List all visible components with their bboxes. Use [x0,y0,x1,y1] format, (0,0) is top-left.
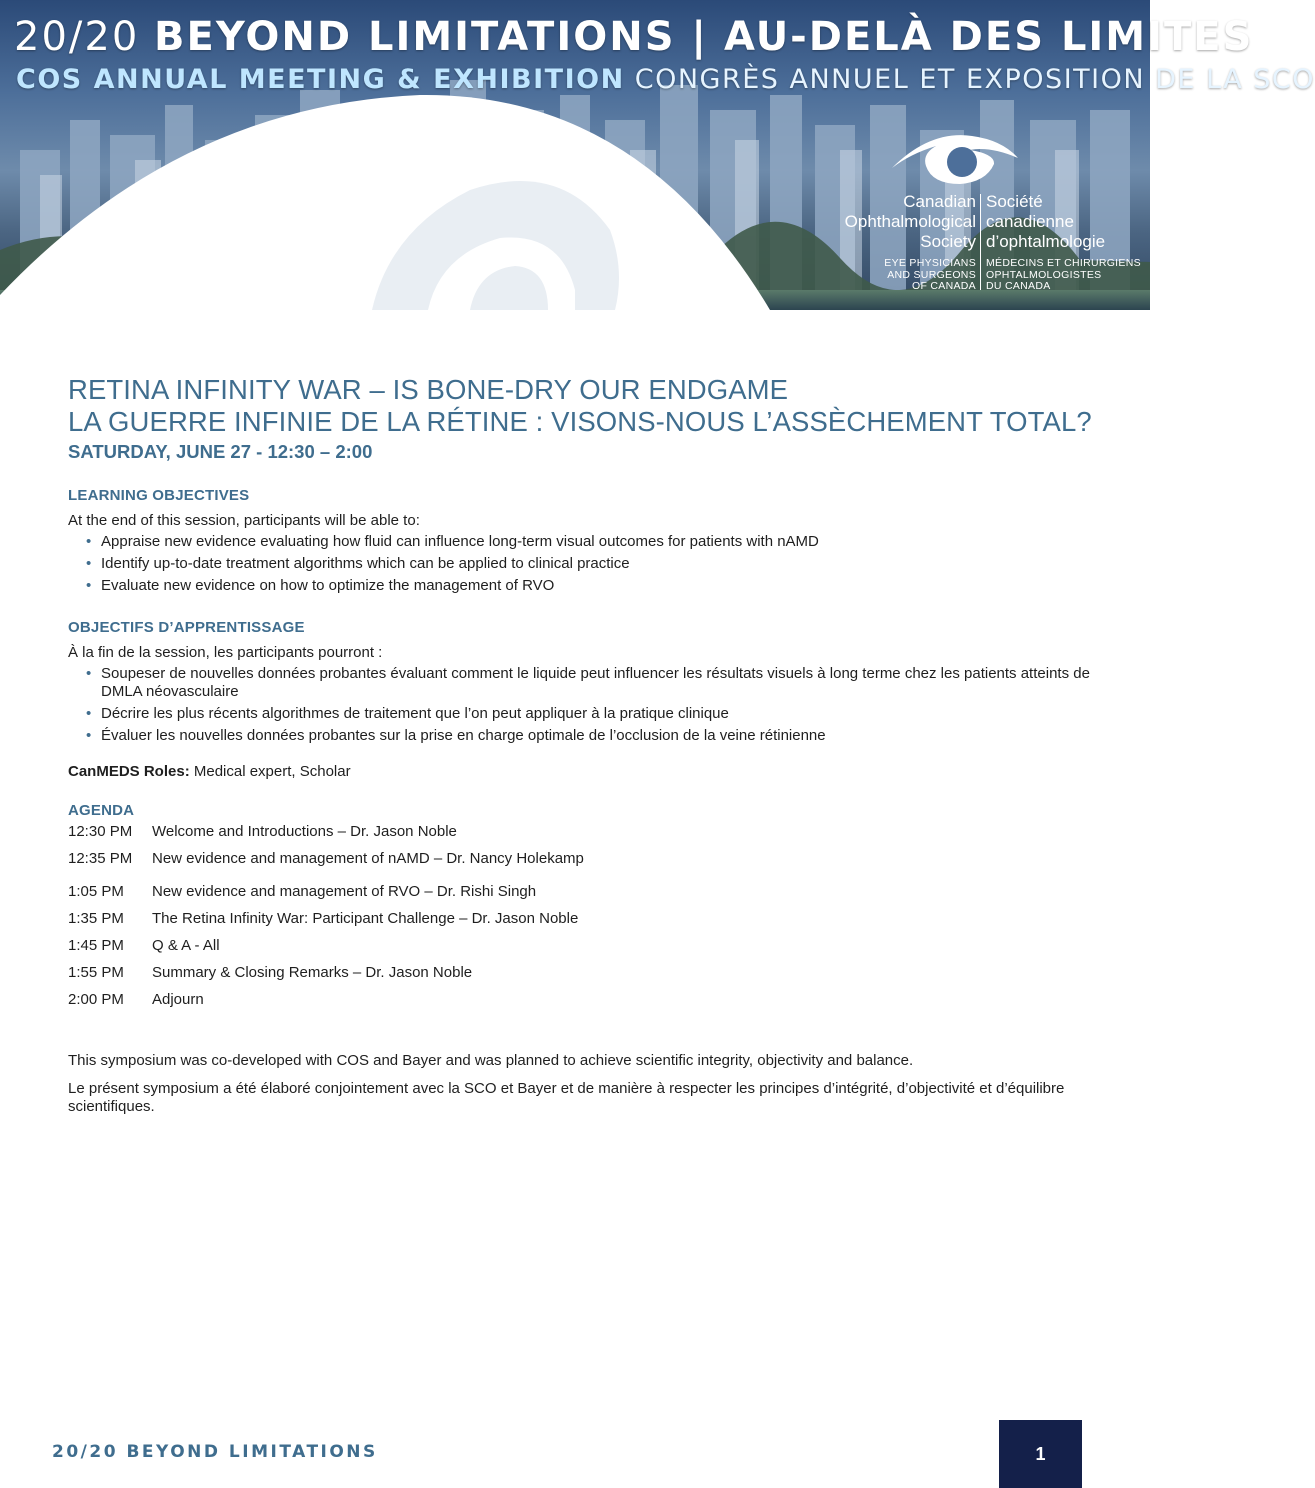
logo-divider [980,194,981,290]
org-tagline-en-line: EYE PHYSICIANS [884,257,976,269]
agenda-item: New evidence and management of nAMD – Dr. Nancy Holekamp [152,850,584,867]
agenda-row [68,850,1098,883]
objectives-en-heading: LEARNING OBJECTIVES [68,487,250,504]
list-item [86,533,1098,551]
org-name-fr-line: Société [986,192,1043,211]
bullet-icon: • [86,665,92,682]
agenda-item: New evidence and management of RVO – Dr. Rishi Singh [152,883,537,900]
agenda-row [68,991,1098,1018]
banner-subtitle-fr: CONGRÈS ANNUEL ET EXPOSITION DE LA SCO [624,64,1315,95]
objectives-en-list [68,533,1098,595]
list-item-text: Identify up-to-date treatment algorithms which can be applied to clinical practice [101,555,630,572]
agenda-heading: AGENDA [68,802,135,819]
objectives-fr-intro: À la fin de la session, les participants pourront : [68,644,383,661]
agenda-time: 1:05 PM [68,883,124,900]
list-item-text: Décrire les plus récents algorithmes de traitement que l’on peut appliquer à la pratique clinique [101,705,729,722]
canmeds-roles [68,763,1098,780]
list-item [86,555,1098,573]
banner-subtitle-en: COS ANNUAL MEETING & EXHIBITION [16,64,625,95]
objectives-fr-heading: OBJECTIFS D’APPRENTISSAGE [68,619,305,636]
session-title-en: RETINA INFINITY WAR – IS BONE-DRY OUR ENDGAME [68,374,789,405]
agenda-row [68,823,1098,850]
list-item-text: Évaluer les nouvelles données probantes sur la prise en charge optimale de l’occlusion de la veine rétinienne [101,727,826,744]
page-number: 1 [999,1420,1082,1488]
agenda-time: 1:35 PM [68,910,124,927]
org-name-en-line: Society [920,232,976,251]
org-tagline-fr [986,258,1141,293]
canmeds-value: Medical expert, Scholar [189,763,351,780]
agenda-list [68,823,1098,1018]
agenda-row [68,937,1098,964]
banner-title-main: BEYOND LIMITATIONS | AU-DELÀ DES LIMITES [154,14,1254,60]
agenda-time: 2:00 PM [68,991,124,1008]
list-item-text: Soupeser de nouvelles données probantes évaluant comment le liquide peut influencer les résultats visuels à long terme chez les patients atteints de DMLA néovasculaire [101,665,1090,700]
bullet-icon: • [86,727,92,744]
eye-logo-icon [890,128,1020,190]
org-name-fr-line: d’ophtalmologie [986,232,1106,251]
org-tagline-en-line: AND SURGEONS [887,268,976,281]
header-banner [0,0,1315,310]
agenda-time: 12:30 PM [68,823,133,840]
bullet-icon: • [86,555,92,572]
list-item [86,577,1098,595]
list-item-text: Evaluate new evidence on how to optimize the management of RVO [101,577,555,594]
agenda-item: Adjourn [152,991,204,1008]
banner-title-prefix: 20/20 [14,14,154,60]
list-item-text: Appraise new evidence evaluating how fluid can influence long-term visual outcomes for patients with nAMD [101,533,819,550]
list-item [86,665,1098,701]
agenda-time: 1:45 PM [68,937,124,954]
agenda-item: Q & A - All [152,937,220,954]
banner-subtitle [16,64,1315,95]
bullet-icon: • [86,705,92,722]
org-name-en [845,192,976,252]
agenda-row [68,910,1098,937]
objectives-en-intro: At the end of this session, participants will be able to: [68,512,420,529]
org-name-en-line: Canadian [903,192,976,211]
list-item [86,705,1098,723]
banner-title [14,14,1254,60]
document-body [68,374,1098,1116]
session-datetime: SATURDAY, JUNE 27 - 12:30 – 2:00 [68,441,373,462]
disclosure-en: This symposium was co-developed with COS and Bayer and was planned to achieve scientific integrity, objectivity and balance. [68,1052,914,1069]
cos-logo [834,124,1144,304]
org-tagline-fr-line: MÉDECINS ET CHIRURGIENS [986,257,1141,269]
footer-title: 20/20 BEYOND LIMITATIONS [52,1442,378,1462]
agenda-time: 12:35 PM [68,850,133,867]
agenda-item: Welcome and Introductions – Dr. Jason Noble [152,823,457,840]
bullet-icon: • [86,533,92,550]
org-tagline-fr-line: OPHTALMOLOGISTES [986,268,1102,281]
canmeds-label: CanMEDS Roles: [68,763,190,780]
org-tagline-en [884,258,976,293]
session-title-fr: LA GUERRE INFINIE DE LA RÉTINE : VISONS-NOUS L’ASSÈCHEMENT TOTAL? [68,406,1092,437]
org-name-en-line: Ophthalmological [844,212,976,231]
disclosure-fr: Le présent symposium a été élaboré conjointement avec la SCO et Bayer et de manière à respecter les principes d’intégrité, d’objectivité et d’équilibre scientifiques. [68,1080,1065,1115]
agenda-item: Summary & Closing Remarks – Dr. Jason Noble [152,964,473,981]
org-name-fr [986,192,1105,252]
list-item [86,727,1098,745]
agenda-item: The Retina Infinity War: Participant Challenge – Dr. Jason Noble [152,910,579,927]
agenda-row [68,964,1098,991]
org-tagline-en-line: OF CANADA [912,280,976,292]
objectives-fr-list [68,665,1098,745]
org-name-fr-line: canadienne [986,212,1074,231]
agenda-row [68,883,1098,910]
agenda-time: 1:55 PM [68,964,124,981]
bullet-icon: • [86,577,92,594]
org-tagline-fr-line: DU CANADA [986,280,1051,292]
